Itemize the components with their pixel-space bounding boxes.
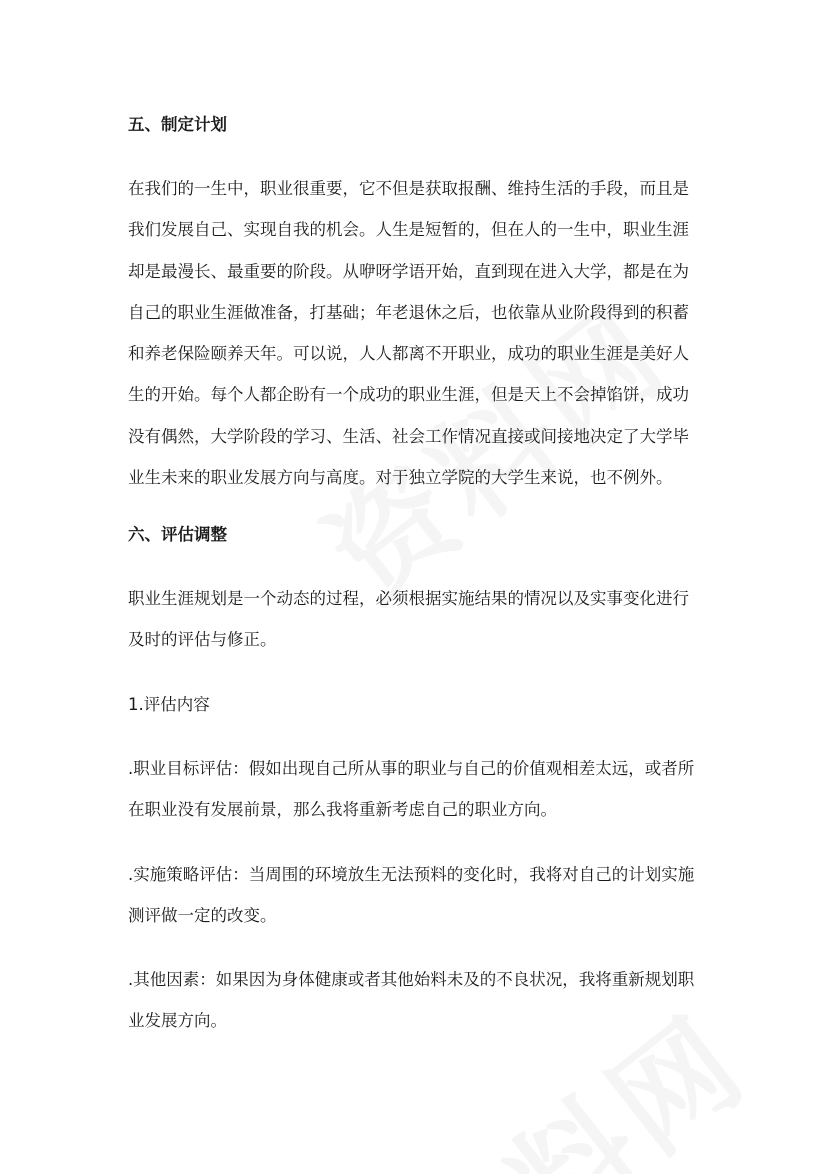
text-line: 我们发展自己、实现自我的机会。人生是短暂的，但在人的一生中，职业生涯 [128,220,689,240]
text-line: 在职业没有发展前景，那么我将重新考虑自己的职业方向。 [128,800,557,820]
list-item-strategy-evaluation [128,864,708,927]
text-line: .其他因素：如果因为身体健康或者其他始料未及的不良状况，我将重新规划职 [128,970,695,989]
text-line: .实施策略评估：当周围的环境放生无法预料的变化时，我将对自己的计划实施 [128,865,695,884]
text-line: .职业目标评估：假如出现自己所从事的职业与自己的价值观相差太远，或者所 [128,759,695,778]
text-line: 业发展方向。 [128,1011,227,1031]
text-line: 生的开始。每个人都企盼有一个成功的职业生涯，但是天上不会掉馅饼，成功 [128,385,689,405]
paragraph-plan [128,178,708,489]
section-heading-plan: 五、制定计划 [128,115,227,134]
text-line: 和养老保险颐养天年。可以说，人人都离不开职业，成功的职业生涯是美好人 [128,344,689,364]
list-item-other-factors [128,969,708,1032]
text-line: 及时的评估与修正。 [128,630,277,650]
section-heading-evaluate: 六、评估调整 [128,525,227,544]
list-item-goal-evaluation [128,758,708,821]
text-line: 测评做一定的改变。 [128,906,277,926]
text-line: 自己的职业生涯做准备，打基础；年老退休之后，也依靠从业阶段得到的积蓄 [128,302,689,322]
text-line: 在我们的一生中，职业很重要，它不但是获取报酬、维持生活的手段，而且是 [128,179,689,198]
text-line: 职业生涯规划是一个动态的过程，必须根据实施结果的情况以及实事变化进行 [128,589,689,608]
paragraph-evaluate-intro [128,588,708,651]
text-line: 没有偶然，大学阶段的学习、生活、社会工作情况直接或间接地决定了大学毕 [128,426,689,446]
subheading-evaluate-content: 1.评估内容 [128,695,210,714]
text-line: 却是最漫长、最重要的阶段。从咿呀学语开始，直到现在进入大学，都是在为 [128,261,689,281]
text-line: 业生未来的职业发展方向与高度。对于独立学院的大学生来说，也不例外。 [128,468,673,488]
